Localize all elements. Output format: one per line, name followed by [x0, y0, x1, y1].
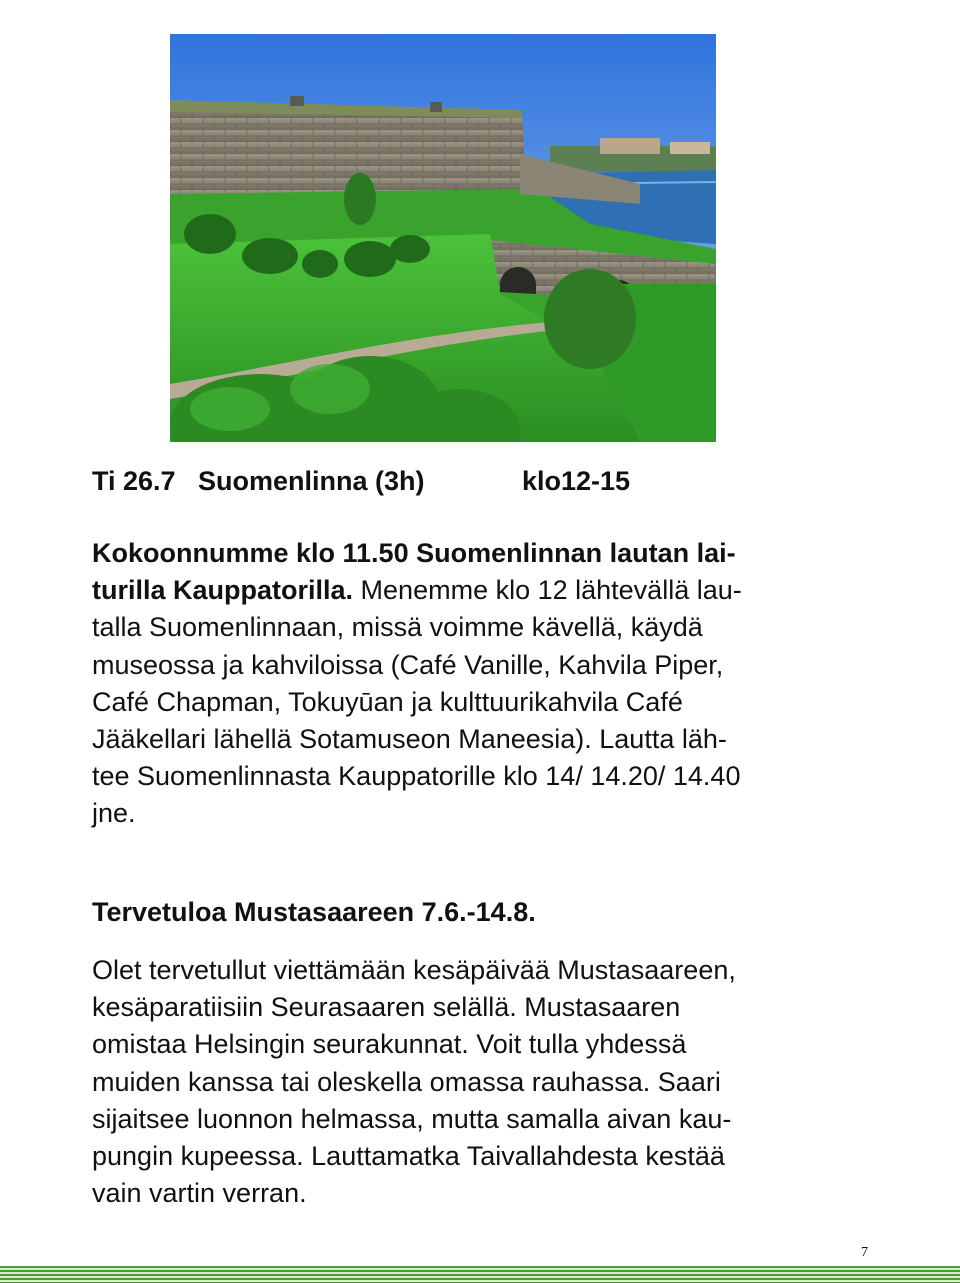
section-title: Tervetuloa Mustasaareen 7.6.-14.8.	[92, 897, 536, 927]
event-place: Suomenlinna (3h)	[198, 466, 425, 496]
fortress-photo-icon	[170, 34, 716, 442]
paragraph-line: Kokoonnumme klo 11.50 Suomenlinnan lautan lai-	[92, 538, 736, 568]
meeting-paragraph	[92, 535, 882, 833]
page-number: 7	[861, 1245, 868, 1260]
paragraph-line: Olet tervetullut viettämään kesäpäivää Mustasaareen,	[92, 955, 736, 985]
footer-stripes	[0, 1266, 960, 1283]
paragraph-line: museossa ja kahviloissa (Café Vanille, Kahvila Piper,	[92, 649, 724, 680]
fortress-photo	[170, 34, 716, 442]
paragraph-line: talla Suomenlinnaan, missä voimme kävellä, käydä	[92, 612, 703, 643]
paragraph-line: pungin kupeessa. Lauttamatka Taivallahdesta kestää	[92, 1140, 725, 1171]
paragraph-line: muiden kanssa tai oleskella omassa rauhassa. Saari	[92, 1066, 721, 1097]
event-heading	[92, 463, 892, 499]
paragraph-line: turilla Kauppatorilla. Menemme klo 12 lähtevällä lau-	[92, 575, 742, 606]
paragraph-line: kesäparatiisiin Seurasaaren selällä. Mustasaaren	[92, 992, 681, 1023]
event-time: klo12-15	[522, 466, 631, 496]
paragraph-line: Jääkellari lähellä Sotamuseon Maneesia). Lautta läh-	[92, 723, 727, 754]
paragraph-line: sijaitsee luonnon helmassa, mutta samalla aivan kau-	[92, 1103, 732, 1134]
paragraph-line: Café Chapman, Tokuyūan ja kulttuurikahvila Café	[92, 686, 683, 717]
paragraph-line: tee Suomenlinnasta Kauppatorille klo 14/ 14.20/ 14.40	[92, 761, 741, 792]
welcome-paragraph	[92, 952, 882, 1212]
paragraph-line: vain vartin verran.	[92, 1178, 307, 1209]
paragraph-line: jne.	[92, 798, 136, 829]
paragraph-line: omistaa Helsingin seurakunnat. Voit tulla yhdessä	[92, 1029, 687, 1060]
event-date: Ti 26.7	[92, 466, 176, 496]
